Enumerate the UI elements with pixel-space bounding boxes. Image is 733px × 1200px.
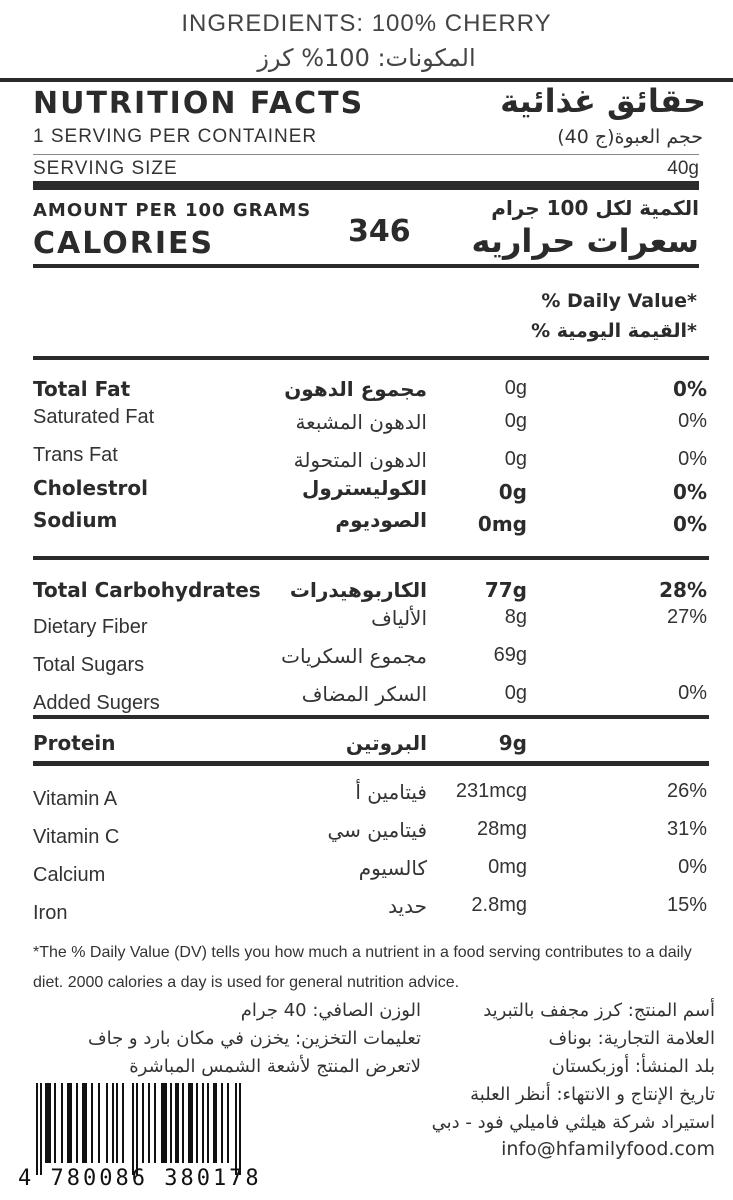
vitamin-name: Vitamin C — [33, 826, 120, 848]
vitamin-dv: 0% — [678, 856, 707, 878]
package-size-ar: حجم العبوة(ج 40) — [557, 126, 703, 148]
nutrient-name: Sodium — [33, 508, 118, 532]
nutrient-name-ar: الدهون المتحولة — [293, 448, 427, 472]
importer: استيراد شركة هيلثي فاميلي فود - دبي — [431, 1112, 715, 1133]
nutrient-name-ar: مجموع السكريات — [281, 644, 427, 668]
protein-rule — [33, 761, 709, 766]
nutrient-dv: 0% — [678, 682, 707, 704]
calories-value: 346 — [348, 214, 411, 249]
nutrient-row-total-fat — [0, 377, 733, 407]
daily-value-footnote: *The % Daily Value (DV) tells you how much a nutrient in a food serving contributes to a daily diet. 2000 calories a day is used for general nutrition advice. — [33, 944, 692, 991]
nutrient-name-ar: البروتين — [345, 731, 427, 755]
vitamin-dv: 15% — [666, 894, 707, 916]
nutrient-dv: 0% — [673, 480, 707, 504]
nutrient-name-ar: الألياف — [371, 606, 427, 630]
nutrient-row-trans-fat — [0, 444, 733, 474]
nutrient-name-ar: الدهون المشبعة — [295, 410, 427, 434]
serving-size-value: 40g — [667, 158, 699, 179]
nutrient-amount: 77g — [484, 578, 527, 602]
nutrient-dv: 0% — [673, 377, 707, 401]
serving-divider — [33, 154, 699, 155]
nutrient-dv: 27% — [666, 606, 707, 628]
storage-instructions: تعليمات التخزين: يخزن في مكان بارد و جاف — [87, 1028, 421, 1049]
nutrient-name-ar: الصوديوم — [335, 508, 427, 532]
vitamin-name: Vitamin A — [33, 788, 118, 810]
nutrient-name-ar: الكوليسترول — [302, 476, 427, 500]
barcode-number: 4 780086 380178 — [18, 1166, 262, 1191]
vitamin-amount: 28mg — [476, 818, 527, 840]
daily-value-header: % Daily Value* — [541, 290, 697, 312]
nutrient-row-total-sugars — [0, 644, 733, 680]
nutrient-amount: 69g — [493, 644, 527, 666]
nutrient-amount: 0g — [504, 682, 527, 704]
nutrient-amount: 0g — [504, 410, 527, 432]
nutrient-row-protein — [0, 731, 733, 761]
contact-email: info@hfamilyfood.com — [501, 1138, 715, 1160]
ingredients-ar: المكونات: 100% كرز — [257, 44, 476, 72]
nutrient-row-total-carbohydrates — [0, 578, 733, 608]
nutrient-name: Added Sugers — [33, 692, 160, 714]
vitamin-amount: 231mcg — [455, 780, 527, 802]
nutrient-name: Trans Fat — [33, 444, 118, 466]
vitamin-name: Calcium — [33, 864, 106, 886]
vitamin-name-ar: فيتامين أ — [355, 780, 427, 804]
nutrient-amount: 9g — [498, 731, 527, 755]
vitamin-row-iron — [0, 894, 733, 932]
ingredients-en: INGREDIENTS: 100% CHERRY — [181, 10, 552, 37]
nutrient-dv: 28% — [659, 578, 707, 602]
nutrient-name-ar: السكر المضاف — [301, 682, 427, 706]
nutrient-amount: 0mg — [477, 512, 527, 536]
product-name: أسم المنتج: كرز مجفف بالتبريد — [483, 1000, 715, 1021]
vitamin-dv: 31% — [666, 818, 707, 840]
daily-value-header-ar: *القيمة اليومية % — [531, 320, 697, 342]
nutrient-row-sodium — [0, 508, 733, 538]
nutrition-facts-title-ar: حقائق غذائية — [500, 82, 706, 120]
amount-basis-ar: الكمية لكل 100 جرام — [491, 196, 699, 220]
vitamin-row-calcium — [0, 856, 733, 894]
vitamin-name-ar: فيتامين سي — [327, 818, 427, 842]
amount-basis: AMOUNT PER 100 GRAMS — [33, 200, 312, 221]
production-expiry-date: تاريخ الإنتاج و الانتهاء: أنظر العلبة — [470, 1084, 715, 1105]
nutrient-amount: 8g — [504, 606, 527, 628]
vitamin-name: Iron — [33, 902, 68, 924]
sugars-rule — [33, 715, 709, 719]
nutrient-name-ar: الكاربوهيدرات — [289, 578, 427, 602]
vitamin-dv: 26% — [666, 780, 707, 802]
nutrient-name: Dietary Fiber — [33, 616, 148, 638]
vitamin-row-a — [0, 780, 733, 818]
nutrient-name: Protein — [33, 731, 116, 755]
daily-value-rule — [33, 356, 709, 360]
nutrient-amount: 0g — [498, 480, 527, 504]
nutrient-name: Saturated Fat — [33, 406, 155, 428]
country-of-origin: بلد المنشأ: أوزبكستان — [551, 1056, 715, 1077]
nutrient-name: Total Carbohydrates — [33, 578, 261, 602]
vitamin-amount: 0mg — [488, 856, 527, 878]
serving-size-label: SERVING SIZE — [33, 158, 178, 179]
vitamin-amount: 2.8mg — [471, 894, 527, 916]
calories-rule — [33, 264, 699, 268]
calories-label: CALORIES — [33, 226, 215, 261]
nutrition-facts-title: NUTRITION FACTS — [33, 86, 365, 121]
nutrient-name: Total Fat — [33, 377, 131, 401]
sunlight-warning: لاتعرض المنتج لأشعة الشمس المباشرة — [129, 1056, 421, 1077]
nutrient-name-ar: مجموع الدهون — [284, 377, 427, 401]
barcode-icon — [36, 1083, 246, 1175]
fat-group-rule — [33, 556, 709, 560]
nutrient-row-cholesterol — [0, 476, 733, 506]
nutrient-row-added-sugars — [0, 682, 733, 718]
brand-name: العلامة التجارية: بوناف — [548, 1028, 715, 1049]
serving-size-thick-rule — [33, 181, 699, 190]
nutrient-amount: 0g — [504, 377, 527, 399]
calories-label-ar: سعرات حراريه — [471, 222, 699, 260]
nutrient-row-dietary-fiber — [0, 606, 733, 642]
vitamin-name-ar: كالسيوم — [358, 856, 427, 880]
vitamin-name-ar: حديد — [388, 894, 427, 918]
nutrient-row-saturated-fat — [0, 406, 733, 436]
nutrient-dv: 0% — [678, 410, 707, 432]
net-weight: الوزن الصافي: 40 جرام — [240, 1000, 421, 1021]
nutrient-name: Total Sugars — [33, 654, 145, 676]
nutrient-dv: 0% — [678, 448, 707, 470]
nutrient-name: Cholestrol — [33, 476, 148, 500]
nutrient-amount: 0g — [504, 448, 527, 470]
vitamin-row-c — [0, 818, 733, 856]
servings-per-container: 1 SERVING PER CONTAINER — [33, 126, 318, 147]
nutrient-dv: 0% — [673, 512, 707, 536]
